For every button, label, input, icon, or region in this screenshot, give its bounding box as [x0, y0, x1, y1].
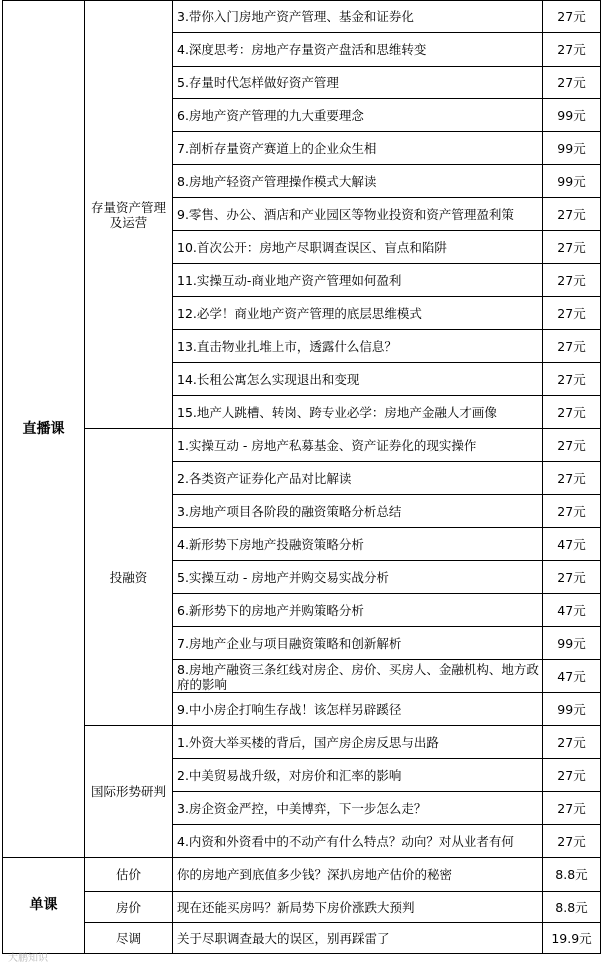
course-title: [173, 660, 543, 693]
course-title: [173, 923, 543, 954]
course-title-text: 3.带你入门房地产资产管理、基金和证券化: [177, 9, 414, 24]
course-title-text: 4.新形势下房地产投融资策略分析: [177, 536, 364, 552]
watermark: 大鹏知识: [8, 953, 48, 964]
course-title-text: 11.实操互动-商业地产资产管理如何盈利: [177, 272, 402, 288]
course-title-text: 15.地产人跳槽、转岗、跨专业必学：房地产金融人才画像: [177, 404, 497, 420]
course-price: 27元: [543, 396, 601, 429]
course-title: [173, 330, 543, 363]
course-title-text: 现在还能买房吗？新局势下房价涨跌大预判: [177, 899, 415, 915]
section-label: 单课: [3, 858, 85, 954]
course-title: [173, 892, 543, 923]
course-title-text: 6.新形势下的房地产并购策略分析: [177, 602, 364, 618]
course-title-text: 7.剖析存量资产赛道上的企业众生相: [177, 140, 377, 156]
course-title: [173, 396, 543, 429]
course-title: [173, 693, 543, 726]
course-price: 27元: [543, 33, 601, 67]
course-price: 99元: [543, 627, 601, 660]
category-label: 尽调: [85, 923, 173, 954]
course-price: 27元: [543, 429, 601, 462]
category-label: 存量资产管理及运营: [85, 1, 173, 429]
course-price: 27元: [543, 792, 601, 825]
course-price: 99元: [543, 165, 601, 198]
course-price: 19.9元: [543, 923, 601, 954]
course-price: 27元: [543, 825, 601, 858]
course-price: 99元: [543, 99, 601, 132]
course-title-text: 5.实操互动 - 房地产并购交易实战分析: [177, 569, 389, 585]
table-row: [3, 1, 601, 33]
course-title: [173, 726, 543, 759]
course-price: 27元: [543, 330, 601, 363]
course-title-text: 3.房企资金严控，中美博弈，下一步怎么走？: [177, 800, 427, 816]
course-title-text: 13.直击物业扎堆上市，透露什么信息？: [177, 338, 397, 354]
course-title-text: 5.存量时代怎样做好资产管理: [177, 75, 339, 90]
course-title: [173, 759, 543, 792]
course-price: 27元: [543, 297, 601, 330]
course-price: 27元: [543, 561, 601, 594]
course-price: 27元: [543, 495, 601, 528]
category-label: 房价: [85, 892, 173, 923]
table-row: [3, 429, 601, 462]
course-title-text: 你的房地产到底值多少钱？深扒房地产估价的秘密: [177, 867, 453, 882]
course-price: 8.8元: [543, 892, 601, 923]
course-title-text: 关于尽职调查最大的误区，别再踩雷了: [177, 930, 390, 946]
category-label: 国际形势研判: [85, 726, 173, 858]
course-title: [173, 594, 543, 627]
course-title-text: 8.房地产轻资产管理操作模式大解读: [177, 173, 377, 189]
course-title-text: 1.外资大举买楼的背后，国产房企房反思与出路: [177, 734, 439, 750]
course-price: 27元: [543, 198, 601, 231]
course-price: 27元: [543, 67, 601, 99]
course-title-text: 9.零售、办公、酒店和产业园区等物业投资和资产管理盈利策: [177, 206, 514, 222]
category-label: 估价: [85, 858, 173, 892]
course-title: [173, 429, 543, 462]
table-row: [3, 726, 601, 759]
course-price: 99元: [543, 693, 601, 726]
course-title-text: 10.首次公开：房地产尽职调查误区、盲点和陷阱: [177, 239, 447, 255]
course-title: [173, 627, 543, 660]
category-label: 投融资: [85, 429, 173, 726]
table-row: [3, 923, 601, 954]
course-title-text: 1.实操互动 - 房地产私募基金、资产证券化的现实操作: [177, 437, 477, 453]
course-title: [173, 231, 543, 264]
course-title: [173, 1, 543, 33]
course-price: 47元: [543, 594, 601, 627]
course-title-text: 4.深度思考：房地产存量资产盘活和思维转变: [177, 42, 427, 57]
course-price: 8.8元: [543, 858, 601, 892]
course-title: [173, 858, 543, 892]
course-price: 27元: [543, 462, 601, 495]
course-title-text: 3.房地产项目各阶段的融资策略分析总结: [177, 503, 402, 519]
course-title: [173, 297, 543, 330]
course-title: [173, 462, 543, 495]
course-title-text: 14.长租公寓怎么实现退出和变现: [177, 371, 360, 387]
course-price-table: [2, 0, 601, 954]
course-title-text: 2.各类资产证券化产品对比解读: [177, 470, 352, 486]
course-price: 27元: [543, 759, 601, 792]
course-title: [173, 528, 543, 561]
course-title: [173, 165, 543, 198]
course-price: 27元: [543, 363, 601, 396]
course-title: [173, 825, 543, 858]
course-title-text: 2.中美贸易战升级，对房价和汇率的影响: [177, 767, 402, 783]
section-label: 直播课: [3, 1, 85, 858]
course-title: [173, 33, 543, 67]
table-row: [3, 892, 601, 923]
course-title: [173, 792, 543, 825]
course-title: [173, 99, 543, 132]
course-price: 27元: [543, 726, 601, 759]
course-price: 27元: [543, 231, 601, 264]
course-price: 47元: [543, 660, 601, 693]
course-title-text: 8.房地产融资三条红线对房企、房价、买房人、金融机构、地方政府的影响: [177, 662, 539, 692]
table-row: [3, 858, 601, 892]
course-title-text: 12.必学！商业地产资产管理的底层思维模式: [177, 305, 422, 321]
course-price: 27元: [543, 1, 601, 33]
course-title: [173, 495, 543, 528]
course-title-text: 7.房地产企业与项目融资策略和创新解析: [177, 635, 402, 651]
course-title: [173, 264, 543, 297]
course-title: [173, 198, 543, 231]
course-title: [173, 561, 543, 594]
course-title: [173, 363, 543, 396]
course-price: 47元: [543, 528, 601, 561]
course-title-text: 4.内资和外资看中的不动产有什么特点？动向？对从业者有何: [177, 833, 514, 849]
course-title: [173, 132, 543, 165]
course-title-text: 6.房地产资产管理的九大重要理念: [177, 107, 364, 123]
course-title-text: 9.中小房企打响生存战！该怎样另辟蹊径: [177, 701, 402, 717]
course-price: 27元: [543, 264, 601, 297]
course-price: 99元: [543, 132, 601, 165]
course-title: [173, 67, 543, 99]
